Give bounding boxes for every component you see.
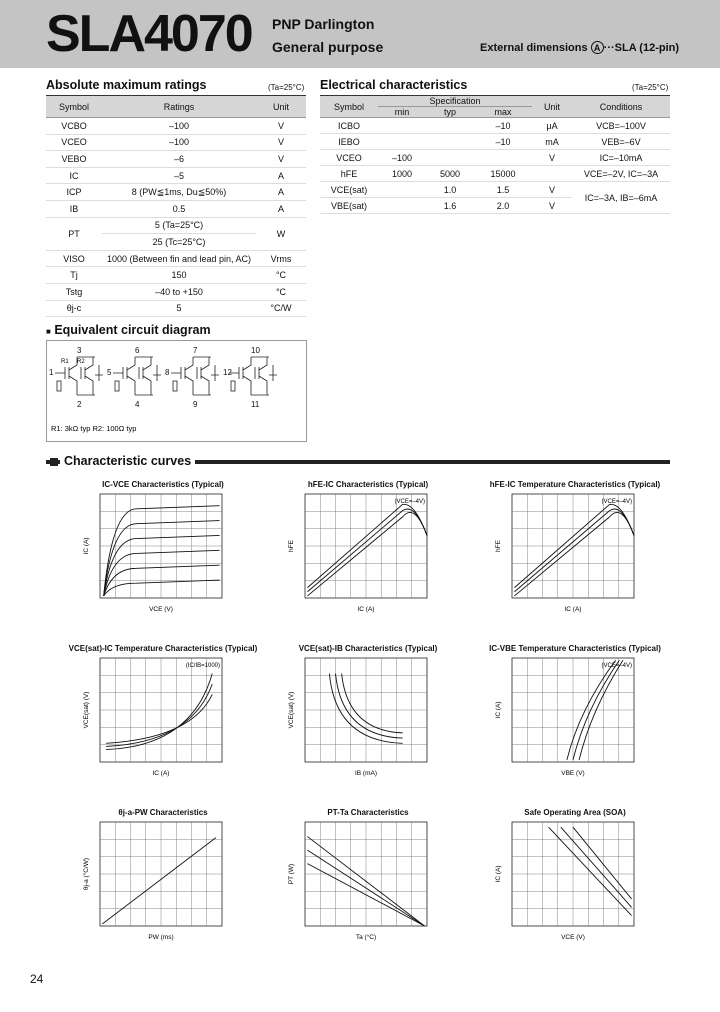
amr-val2: 25 (Tc=25°C) xyxy=(102,234,256,251)
graph-plot xyxy=(287,490,443,638)
amr-unit: V xyxy=(256,134,306,151)
resistor-r1 xyxy=(231,381,235,391)
ec-sym: VBE(sat) xyxy=(320,198,378,214)
graph-plot xyxy=(494,818,650,966)
amr-sym: VCEO xyxy=(46,134,102,151)
amr-val: –40 to +150 xyxy=(102,283,256,300)
curve xyxy=(102,838,215,924)
ec-max: 15000 xyxy=(474,166,532,182)
ec-sym: IEBO xyxy=(320,134,378,150)
amr-row xyxy=(46,118,306,135)
ec-cond: IC=–3A, IB=–6mA xyxy=(572,182,670,214)
ec-sym: VCEO xyxy=(320,150,378,166)
dim-code-badge: A xyxy=(591,41,604,54)
page-number: 24 xyxy=(30,972,44,986)
graph-title: VCE(sat)-IC Temperature Characteristics (Typical) xyxy=(68,644,258,653)
amr-unit: °C xyxy=(256,267,306,284)
pin-label-bottom: 2 xyxy=(77,400,82,409)
y-axis-label: hFE xyxy=(288,540,295,552)
graph-plot xyxy=(82,818,238,966)
y-axis-label: IC (A) xyxy=(83,537,90,555)
amr-col-unit: Unit xyxy=(256,96,306,118)
amr-val: 150 xyxy=(102,267,256,284)
graph-title: Safe Operating Area (SOA) xyxy=(524,808,626,817)
ec-col-typ: typ xyxy=(426,107,474,118)
graph-plot xyxy=(82,654,238,802)
amr-sym: VCBO xyxy=(46,118,102,135)
ec-row xyxy=(320,166,670,182)
pin-label-top: 6 xyxy=(135,346,140,355)
y-axis-label: IC (A) xyxy=(495,701,502,719)
y-axis-label: IC (A) xyxy=(495,865,502,883)
pin-label-top: 10 xyxy=(251,346,260,355)
amr-sym: θj-c xyxy=(46,300,102,317)
r2-label: R2 xyxy=(77,359,85,365)
graph-plot xyxy=(287,654,443,802)
amr-cond: (Ta=25°C) xyxy=(268,83,305,92)
equivalent-circuit-diagram xyxy=(47,341,306,441)
ec-cond: VCB=–100V xyxy=(572,118,670,134)
amr-val: 1000 (Between fin and lead pin, AC) xyxy=(102,250,256,267)
amr-unit: °C/W xyxy=(256,300,306,317)
amr-row xyxy=(46,200,306,217)
subtitle-darlington: PNP Darlington xyxy=(272,16,375,32)
amr-unit: Vrms xyxy=(256,250,306,267)
amr-sym: IC xyxy=(46,167,102,184)
graph-plot xyxy=(287,818,443,966)
curve xyxy=(514,512,634,595)
graph-title: IC-VBE Temperature Characteristics (Typical) xyxy=(489,644,661,653)
amr-unit: °C xyxy=(256,283,306,300)
circuit-legend: R1: 3kΩ typ R2: 100Ω typ xyxy=(51,424,137,433)
amr-sym: VISO xyxy=(46,250,102,267)
pin-label-top: 7 xyxy=(193,346,198,355)
amr-sym: Tj xyxy=(46,267,102,284)
x-axis-label: IC (A) xyxy=(564,606,582,613)
external-dimensions: External dimensions A ···SLA (12-pin) xyxy=(480,42,680,54)
curve xyxy=(307,509,427,592)
amr-sym: Tstg xyxy=(46,283,102,300)
amr-row xyxy=(46,167,306,184)
graph-title: IC-VCE Characteristics (Typical) xyxy=(102,480,224,489)
ec-cond: (Ta=25°C) xyxy=(632,83,669,92)
pin-label-left: 1 xyxy=(49,368,54,377)
curve xyxy=(549,827,632,915)
ec-cond: VCE=–2V, IC=–3A xyxy=(572,166,670,182)
pin-label-top: 3 xyxy=(77,346,82,355)
transistor-pair xyxy=(171,357,219,395)
ec-title: Electrical characteristics xyxy=(320,78,468,92)
amr-val: 5 (Ta=25°C) xyxy=(102,217,256,234)
amr-unit: V xyxy=(256,118,306,135)
curve xyxy=(104,580,220,596)
ec-min: 1000 xyxy=(378,166,426,182)
amr-col-ratings: Ratings xyxy=(102,96,256,118)
ec-row xyxy=(320,150,670,166)
amr-row xyxy=(46,300,306,317)
transistor-pair xyxy=(113,357,161,395)
amr-row xyxy=(46,283,306,300)
ec-unit: V xyxy=(532,198,572,214)
ec-col-unit: Unit xyxy=(532,96,572,118)
graph-note: (VCE=–4V) xyxy=(601,663,632,669)
x-axis-label: VCE (V) xyxy=(561,934,585,941)
graph-note: (VCE=–4V) xyxy=(394,499,425,505)
ec-min xyxy=(378,118,426,134)
ec-max: –10 xyxy=(474,134,532,150)
graph-note: (VCE=–4V) xyxy=(601,499,632,505)
graph-plot xyxy=(82,490,238,638)
amr-table xyxy=(46,95,306,317)
ec-col-symbol: Symbol xyxy=(320,96,378,118)
amr-title: Absolute maximum ratings xyxy=(46,78,207,92)
amr-unit: A xyxy=(256,184,306,201)
amr-row xyxy=(46,134,306,151)
amr-col-symbol: Symbol xyxy=(46,96,102,118)
ec-min xyxy=(378,134,426,150)
part-number: SLA4070 xyxy=(46,5,252,63)
amr-row xyxy=(46,151,306,168)
circuit-title-text: Equivalent circuit diagram xyxy=(54,323,211,337)
ec-min xyxy=(378,182,426,198)
ec-col-spec: Specification xyxy=(378,96,532,107)
amr-val: –5 xyxy=(102,167,256,184)
amr-unit: A xyxy=(256,200,306,217)
ec-typ xyxy=(426,150,474,166)
ec-typ: 5000 xyxy=(426,166,474,182)
subtitle-purpose: General purpose xyxy=(272,39,384,55)
graph-title: PT-Ta Characteristics xyxy=(327,808,409,817)
ec-max: –10 xyxy=(474,118,532,134)
amr-row xyxy=(46,184,306,201)
ec-typ xyxy=(426,134,474,150)
amr-sym: VEBO xyxy=(46,151,102,168)
ec-max: 1.5 xyxy=(474,182,532,198)
curves-title: Characteristic curves xyxy=(60,454,195,468)
ec-unit: μA xyxy=(532,118,572,134)
ec-unit: V xyxy=(532,182,572,198)
curve xyxy=(514,509,634,592)
amr-row xyxy=(46,217,306,234)
ec-cond: IC=–10mA xyxy=(572,150,670,166)
curve xyxy=(104,550,220,596)
resistor-r1 xyxy=(115,381,119,391)
ec-col-conditions: Conditions xyxy=(572,96,670,118)
pin-label-bottom: 4 xyxy=(135,400,140,409)
amr-unit: W xyxy=(256,217,306,250)
y-axis-label: VCE(sat) (V) xyxy=(83,691,90,729)
ec-unit: mA xyxy=(532,134,572,150)
ec-row xyxy=(320,182,670,198)
ec-min xyxy=(378,198,426,214)
ec-min: –100 xyxy=(378,150,426,166)
ec-typ: 1.0 xyxy=(426,182,474,198)
ext-dim-label: External dimensions xyxy=(480,42,588,54)
amr-sym: IB xyxy=(46,200,102,217)
amr-unit: V xyxy=(256,151,306,168)
y-axis-label: hFE xyxy=(495,540,502,552)
ec-row xyxy=(320,118,670,134)
ec-col-max: max xyxy=(474,107,532,118)
amr-sym: PT xyxy=(46,217,102,250)
ec-row xyxy=(320,134,670,150)
ec-unit xyxy=(532,166,572,182)
y-axis-label: PT (W) xyxy=(288,863,295,885)
ec-typ xyxy=(426,118,474,134)
pin-label-left: 8 xyxy=(165,368,170,377)
resistor-r1 xyxy=(57,381,61,391)
amr-sym: ICP xyxy=(46,184,102,201)
graph-plot xyxy=(494,490,650,638)
x-axis-label: IC (A) xyxy=(357,606,375,613)
ec-sym: ICBO xyxy=(320,118,378,134)
ec-sym: hFE xyxy=(320,166,378,182)
x-axis-label: Ta (°C) xyxy=(355,934,377,941)
pin-label-bottom: 9 xyxy=(193,400,198,409)
curve xyxy=(307,512,427,595)
pin-label-bottom: 11 xyxy=(251,400,260,409)
circuit-title: ■ Equivalent circuit diagram xyxy=(46,323,211,337)
graph-note: (IC/IB=1000) xyxy=(185,663,220,669)
x-axis-label: IC (A) xyxy=(152,770,170,777)
ec-table xyxy=(320,95,670,214)
amr-row xyxy=(46,250,306,267)
ec-cond: VEB=–6V xyxy=(572,134,670,150)
amr-row xyxy=(46,267,306,284)
circuit-box xyxy=(46,340,307,442)
graph-plot xyxy=(494,654,650,802)
ec-max xyxy=(474,150,532,166)
amr-val: 5 xyxy=(102,300,256,317)
resistor-r1 xyxy=(173,381,177,391)
x-axis-label: PW (ms) xyxy=(148,934,174,941)
graph-title: hFE-IC Characteristics (Typical) xyxy=(307,480,429,489)
amr-val: –100 xyxy=(102,118,256,135)
dim-pkg: SLA (12-pin) xyxy=(614,42,680,54)
graph-title: θj-a-PW Characteristics xyxy=(118,808,208,817)
ec-typ: 1.6 xyxy=(426,198,474,214)
amr-val: –100 xyxy=(102,134,256,151)
y-axis-label: θj-a (°C/W) xyxy=(83,857,90,891)
ec-sym: VCE(sat) xyxy=(320,182,378,198)
pin-label-left: 12 xyxy=(223,368,232,377)
ec-max: 2.0 xyxy=(474,198,532,214)
pin-label-left: 5 xyxy=(107,368,112,377)
transistor-pair xyxy=(229,357,277,395)
graph-title: VCE(sat)-IB Characteristics (Typical) xyxy=(298,644,438,653)
r1-label: R1 xyxy=(61,359,69,365)
x-axis-label: VBE (V) xyxy=(561,770,585,777)
amr-val: –6 xyxy=(102,151,256,168)
curve xyxy=(336,674,403,738)
curves-bullet xyxy=(50,458,58,466)
ec-unit: V xyxy=(532,150,572,166)
amr-unit: A xyxy=(256,167,306,184)
amr-val: 0.5 xyxy=(102,200,256,217)
x-axis-label: IB (mA) xyxy=(354,770,378,777)
y-axis-label: VCE(sat) (V) xyxy=(288,691,295,729)
amr-val: 8 (PW≦1ms, Du≦50%) xyxy=(102,184,256,201)
ec-col-min: min xyxy=(378,107,426,118)
graph-title: hFE-IC Temperature Characteristics (Typical) xyxy=(489,480,661,489)
x-axis-label: VCE (V) xyxy=(149,606,173,613)
